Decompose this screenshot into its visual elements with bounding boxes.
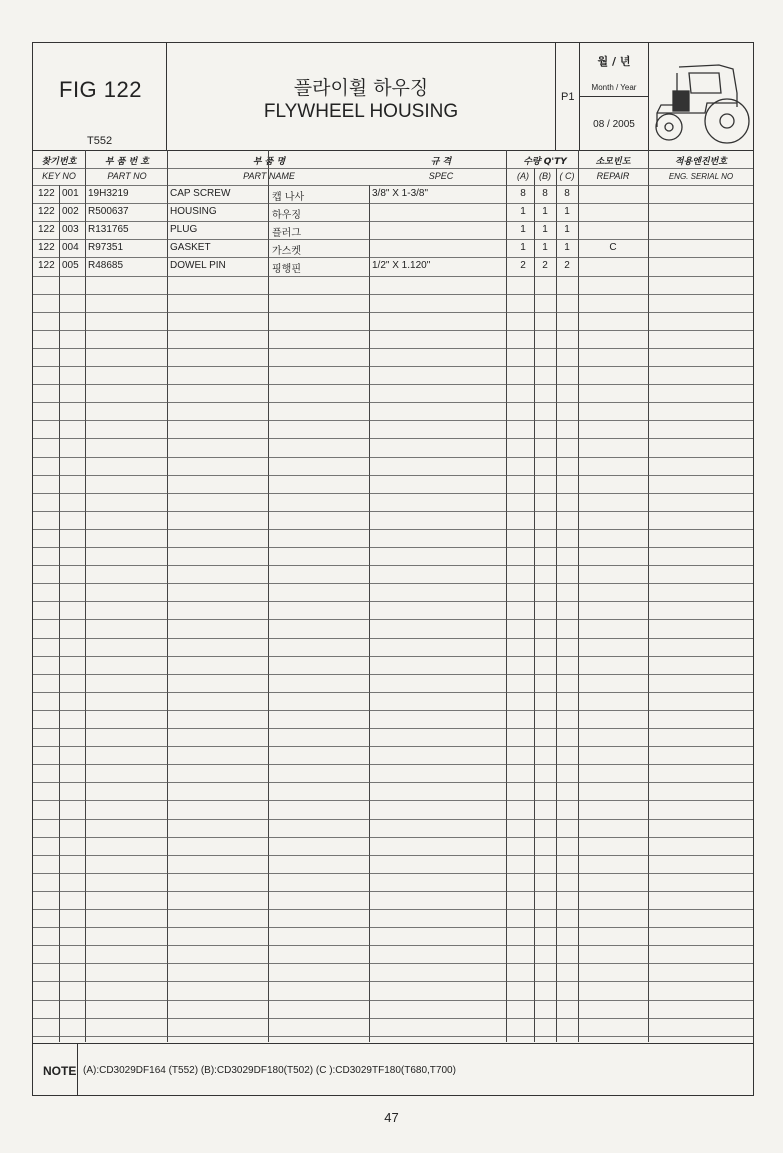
cell-a: 8 xyxy=(520,188,526,199)
row-divider xyxy=(33,493,753,494)
row-divider xyxy=(33,674,753,675)
row-divider xyxy=(33,168,753,169)
row-divider xyxy=(33,438,753,439)
cell-name-ko: 플러그 xyxy=(272,228,301,239)
date-divider xyxy=(580,96,648,97)
col-qty-b: (B) xyxy=(539,171,551,181)
row-divider xyxy=(33,457,753,458)
cell-part: R48685 xyxy=(88,260,124,271)
row-divider xyxy=(33,1036,753,1037)
page-label: P1 xyxy=(561,91,575,103)
cell-fig: 122 xyxy=(38,242,55,253)
column-divider xyxy=(534,168,535,1042)
row-divider xyxy=(33,945,753,946)
cell-name-en: CAP SCREW xyxy=(170,188,231,199)
row-divider xyxy=(33,800,753,801)
cell-part: R97351 xyxy=(88,242,124,253)
row-divider xyxy=(33,547,753,548)
row-divider xyxy=(33,257,753,258)
col-qty-a: (A) xyxy=(517,171,529,181)
cell-part: 19H3219 xyxy=(88,188,129,199)
column-divider xyxy=(556,168,557,1042)
cell-fig: 122 xyxy=(38,260,55,271)
cell-key: 005 xyxy=(62,260,79,271)
cell-c: 1 xyxy=(564,242,570,253)
col-part-ko: 부 품 번 호 xyxy=(104,157,150,167)
row-divider xyxy=(33,819,753,820)
row-divider xyxy=(33,402,753,403)
row-divider xyxy=(33,927,753,928)
cell-name-en: HOUSING xyxy=(170,206,217,217)
cell-a: 2 xyxy=(520,260,526,271)
row-divider xyxy=(33,764,753,765)
cell-fig: 122 xyxy=(38,224,55,235)
row-divider xyxy=(33,203,753,204)
date-label-korean: 월 / 년 xyxy=(597,55,631,68)
col-repair-en: REPAIR xyxy=(596,171,630,181)
row-divider xyxy=(33,1000,753,1001)
col-eng-en: ENG. SERIAL NO xyxy=(668,172,734,181)
row-divider xyxy=(33,728,753,729)
tractor-icon xyxy=(649,43,754,150)
row-divider xyxy=(33,384,753,385)
col-qty-c: ( C) xyxy=(559,171,575,181)
row-divider xyxy=(33,239,753,240)
row-divider xyxy=(33,619,753,620)
cell-name-en: DOWEL PIN xyxy=(170,260,226,271)
row-divider xyxy=(33,963,753,964)
cell-c: 1 xyxy=(564,224,570,235)
row-divider xyxy=(33,420,753,421)
note-label: NOTE xyxy=(43,1064,77,1078)
row-divider xyxy=(33,312,753,313)
col-spec-en: SPEC xyxy=(428,171,454,181)
figure-box xyxy=(33,43,167,150)
row-divider xyxy=(33,366,753,367)
row-divider xyxy=(33,746,753,747)
cell-key: 004 xyxy=(62,242,79,253)
cell-spec: 1/2" X 1.120" xyxy=(372,260,431,271)
row-divider xyxy=(33,855,753,856)
page-frame xyxy=(32,42,754,1096)
cell-a: 1 xyxy=(520,224,526,235)
date-label-english: Month / Year xyxy=(591,83,637,92)
cell-fig: 122 xyxy=(38,188,55,199)
row-divider xyxy=(33,475,753,476)
row-divider xyxy=(33,891,753,892)
row-divider xyxy=(33,294,753,295)
row-divider xyxy=(33,873,753,874)
column-divider xyxy=(59,185,60,1042)
title-korean: 플라이휠 하우징 xyxy=(293,77,429,99)
cell-name-en: GASKET xyxy=(170,242,211,253)
row-divider xyxy=(33,638,753,639)
cell-a: 1 xyxy=(520,242,526,253)
cell-key: 002 xyxy=(62,206,79,217)
note-divider xyxy=(77,1044,78,1096)
row-divider xyxy=(33,710,753,711)
cell-b: 1 xyxy=(542,224,548,235)
header-border xyxy=(33,150,753,151)
col-name-en: PART NAME xyxy=(243,171,295,181)
cell-a: 1 xyxy=(520,206,526,217)
title-english: FLYWHEEL HOUSING xyxy=(263,101,459,122)
row-divider xyxy=(33,909,753,910)
cell-part: R500637 xyxy=(88,206,129,217)
row-divider xyxy=(33,185,753,186)
date-box xyxy=(580,43,649,150)
row-divider xyxy=(33,601,753,602)
cell-name-ko: 캡 나사 xyxy=(272,192,305,203)
cell-key: 003 xyxy=(62,224,79,235)
page-box xyxy=(556,43,580,150)
cell-c: 1 xyxy=(564,206,570,217)
cell-name-ko: 하우징 xyxy=(272,210,301,221)
col-part-en: PART NO xyxy=(107,171,147,181)
figure-number: FIG 122 xyxy=(59,77,142,102)
row-divider xyxy=(33,276,753,277)
col-spec-ko: 규 격 xyxy=(430,157,452,167)
cell-repair: C xyxy=(609,242,617,253)
row-divider xyxy=(33,583,753,584)
cell-c: 2 xyxy=(564,260,570,271)
date-value: 08 / 2005 xyxy=(593,119,635,130)
cell-b: 2 xyxy=(542,260,548,271)
cell-key: 001 xyxy=(62,188,79,199)
cell-name-ko: 가스켓 xyxy=(272,246,301,257)
col-key-ko: 찾기번호 xyxy=(41,157,77,167)
row-divider xyxy=(33,782,753,783)
cell-name-en: PLUG xyxy=(170,224,198,235)
row-divider xyxy=(33,221,753,222)
col-key-en: KEY NO xyxy=(42,171,76,181)
cell-part: R131765 xyxy=(88,224,129,235)
cell-b: 1 xyxy=(542,242,548,253)
row-divider xyxy=(33,565,753,566)
row-divider xyxy=(33,511,753,512)
cell-c: 8 xyxy=(564,188,570,199)
col-name-ko: 부 품 명 xyxy=(252,157,286,167)
row-divider xyxy=(33,348,753,349)
row-divider xyxy=(33,529,753,530)
title-box xyxy=(167,43,556,150)
col-qty-ko: 수량 Q'TY xyxy=(523,157,567,167)
cell-name-ko: 핑행핀 xyxy=(272,264,301,275)
cell-spec: 3/8" X 1-3/8" xyxy=(372,188,429,199)
col-eng-ko: 적용엔진번호 xyxy=(674,157,728,167)
row-divider xyxy=(33,1018,753,1019)
row-divider xyxy=(33,837,753,838)
row-divider xyxy=(33,981,753,982)
note-box xyxy=(33,1043,753,1096)
row-divider xyxy=(33,330,753,331)
note-text: (A):CD3029DF164 (T552) (B):CD3029DF180(T502) (C ):CD3029TF180(T680,T700) xyxy=(83,1065,456,1076)
page-number: 47 xyxy=(384,1110,399,1125)
column-divider xyxy=(369,185,370,1042)
cell-fig: 122 xyxy=(38,206,55,217)
cell-b: 1 xyxy=(542,206,548,217)
col-repair-ko: 소모빈도 xyxy=(595,157,631,167)
row-divider xyxy=(33,656,753,657)
model-code: T552 xyxy=(87,135,113,147)
cell-b: 8 xyxy=(542,188,548,199)
row-divider xyxy=(33,692,753,693)
